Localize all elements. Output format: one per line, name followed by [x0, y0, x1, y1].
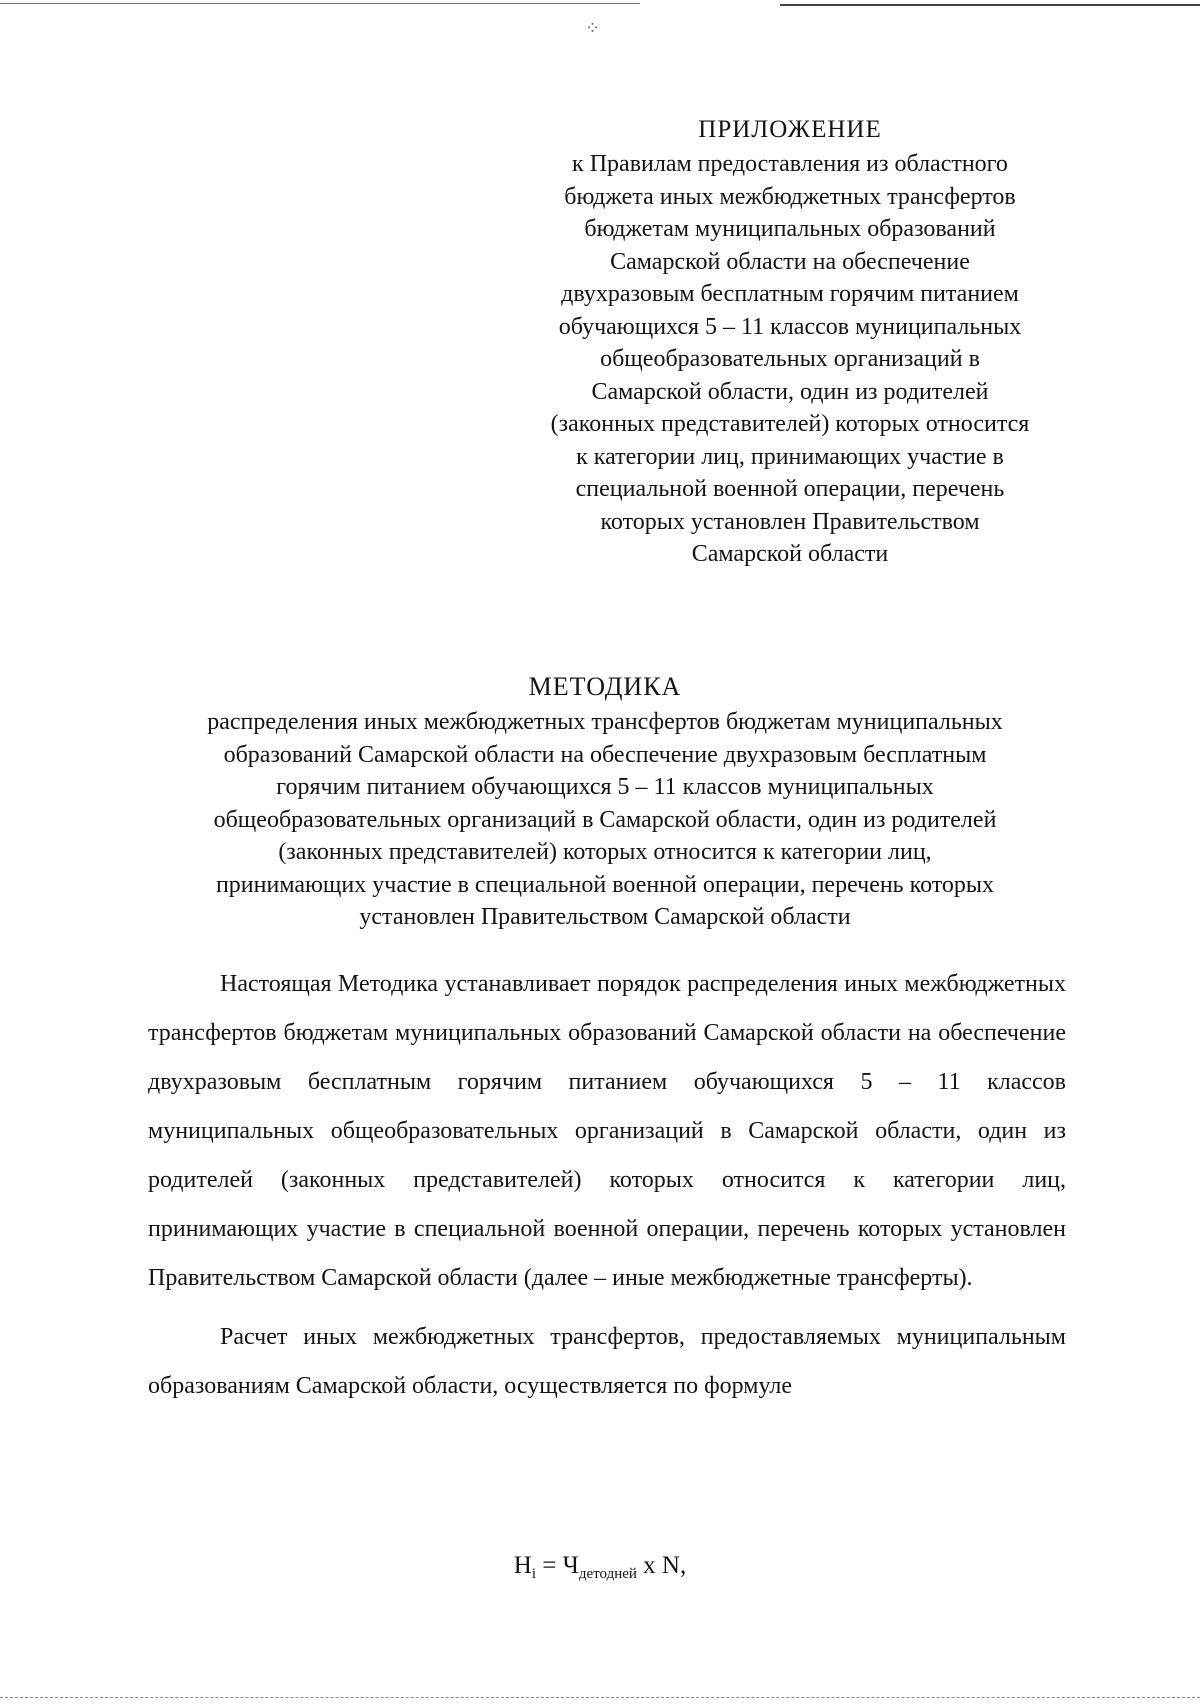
scan-bottom-edge: [0, 1687, 1200, 1705]
scan-artifact-line: [0, 3, 640, 4]
appendix-line: бюджета иных межбюджетных трансфертов: [564, 183, 1016, 210]
appendix-block: [500, 112, 1080, 571]
formula-subscript: детодней: [578, 1566, 637, 1582]
appendix-line: Самарской области на обеспечение: [610, 248, 970, 275]
methodology-subtitle-line: (законных представителей) которых относится к категории лиц,: [278, 839, 932, 865]
appendix-line: к категории лиц, принимающих участие в: [576, 443, 1004, 470]
formula-equals: = Ч: [536, 1552, 579, 1579]
body-paragraph-2: Расчет иных межбюджетных трансфертов, предоставляемых муниципальным образованиям Самарской области, осуществляется по формуле: [148, 1324, 1066, 1399]
methodology-subtitle-line: принимающих участие в специальной военной операции, перечень которых: [215, 871, 995, 898]
scan-top-edge: [0, 0, 1200, 38]
methodology-subtitle-line: установлен Правительством Самарской области: [359, 904, 851, 930]
formula: [0, 1552, 1200, 1583]
appendix-line: Самарской области, один из родителей: [591, 378, 989, 405]
appendix-line: Самарской области: [691, 541, 889, 567]
methodology-title: МЕТОДИКА: [528, 672, 682, 701]
scan-artifact-line: [780, 4, 1200, 6]
methodology-heading-block: [130, 668, 1080, 934]
formula-rhs: x N,: [636, 1552, 687, 1579]
appendix-line: двухразовым бесплатным горячим питанием: [561, 281, 1019, 307]
appendix-line: которых установлен Правительством: [600, 508, 980, 535]
appendix-line: общеобразовательных организаций в: [600, 346, 980, 372]
methodology-subtitle-line: образований Самарской области на обеспечение двухразовым бесплатным: [223, 741, 987, 768]
body-text: [148, 960, 1066, 1411]
appendix-line: бюджетам муниципальных образований: [584, 216, 996, 242]
appendix-line: обучающихся 5 – 11 классов муниципальных: [558, 313, 1022, 340]
scan-speck: ⁘: [585, 18, 601, 38]
methodology-subtitle-line: горячим питанием обучающихся 5 – 11 классов муниципальных: [276, 774, 934, 800]
formula-lhs-subscript: i: [531, 1566, 536, 1582]
body-paragraph-1: Настоящая Методика устанавливает порядок распределения иных межбюджетных трансфертов бюджетам муниципальных образований Самарской области на обеспечение двухразовым бесплатным горячим питанием обучающихся 5 – 11 классов муниципальных общеобразовательных организаций в Самарской области, один из родителей (законных представителей) которых относится к категории лиц, принимающих участие в специальной военной операции, перечень которых установлен Правительством Самарской области (далее – иные межбюджетные трансферты).: [148, 971, 1066, 1291]
scan-artifact-line: [0, 1697, 1200, 1699]
appendix-title: ПРИЛОЖЕНИЕ: [698, 116, 882, 143]
methodology-subtitle-line: общеобразовательных организаций в Самарской области, один из родителей: [213, 806, 997, 833]
appendix-line: к Правилам предоставления из областного: [572, 151, 1008, 177]
appendix-line: специальной военной операции, перечень: [575, 476, 1005, 502]
methodology-subtitle-line: распределения иных межбюджетных трансфертов бюджетам муниципальных: [207, 709, 1003, 735]
appendix-line: (законных представителей) которых относится: [550, 411, 1030, 437]
formula-lhs: Н: [513, 1552, 532, 1579]
